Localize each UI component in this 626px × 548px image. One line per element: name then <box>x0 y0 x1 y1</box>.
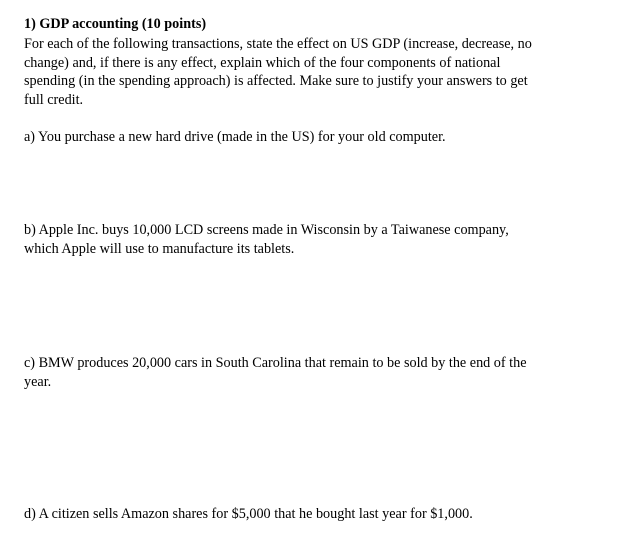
question-d <box>24 505 604 524</box>
instruction-line: change) and, if there is any effect, explain which of the four components of national <box>24 54 501 71</box>
question-b-line: b) Apple Inc. buys 10,000 LCD screens made in Wisconsin by a Taiwanese company, <box>24 222 509 238</box>
question-b <box>24 221 604 259</box>
problem-instructions <box>24 35 604 109</box>
question-a-line: a) You purchase a new hard drive (made in the US) for your old computer. <box>24 129 446 145</box>
question-b-line: which Apple will use to manufacture its tablets. <box>24 241 295 257</box>
question-c-line: c) BMW produces 20,000 cars in South Carolina that remain to be sold by the end of the <box>24 355 527 371</box>
question-c <box>24 354 604 392</box>
problem-heading: 1) GDP accounting (10 points) <box>24 16 207 32</box>
instruction-line: For each of the following transactions, state the effect on US GDP (increase, decrease, no <box>24 36 532 52</box>
question-d-line: d) A citizen sells Amazon shares for $5,000 that he bought last year for $1,000. <box>24 506 473 522</box>
question-c-line: year. <box>24 374 52 390</box>
instruction-line: full credit. <box>24 91 84 108</box>
question-a <box>24 128 604 147</box>
instruction-line: spending (in the spending approach) is affected. Make sure to justify your answers to get <box>24 73 528 90</box>
